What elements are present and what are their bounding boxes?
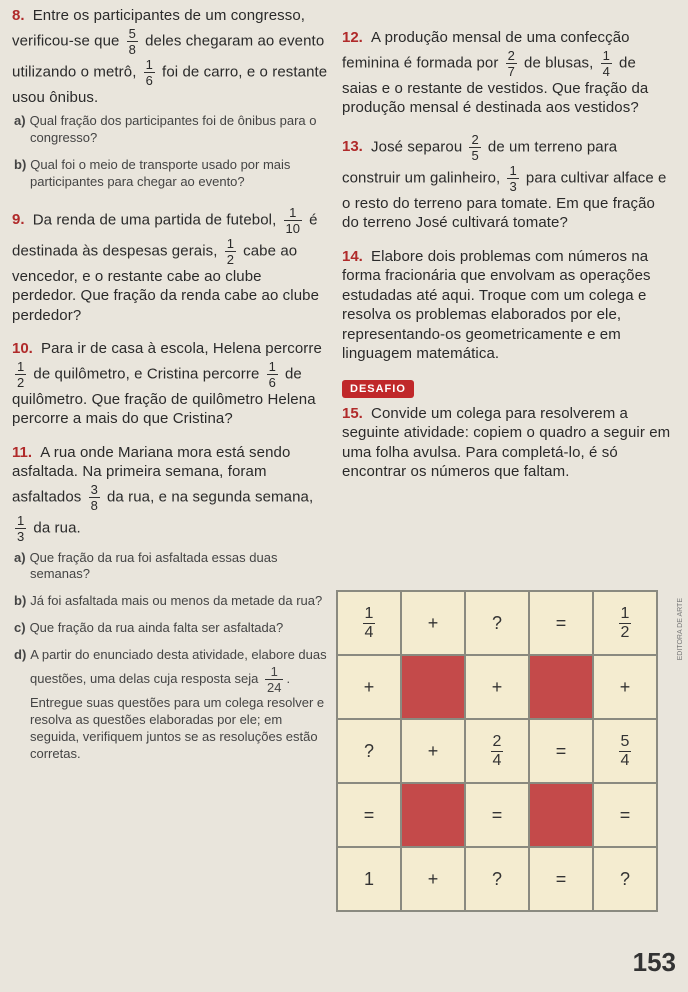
question-12: 12. A produção mensal de uma confecção feminina é formada por $\frac{2}{7}$ de blusas, $\frac{1}{4}$ de saias e o restante de vestidos. Que fração da produção mensal é destinada aos vestidos?	[342, 29, 649, 116]
grid-cell: =	[593, 783, 657, 847]
subquestion-b: b) Qual foi o meio de transporte usado por mais participantes para chegar ao evento?	[14, 156, 291, 189]
fraction: $\frac{1}{4}$	[602, 47, 610, 79]
subquestion-c: c) Que fração da rua ainda falta ser asfaltada?	[14, 620, 284, 636]
grid-cell: =	[529, 591, 593, 655]
question-number: 13.	[342, 137, 363, 155]
grid-cell-shaded	[529, 655, 593, 719]
grid-cell: ?	[465, 847, 529, 911]
question-number: 11.	[12, 443, 33, 461]
fraction: $\frac{1}{6}$	[268, 358, 276, 390]
fraction: $\frac{3}{8}$	[90, 481, 98, 513]
grid-cell: +	[401, 591, 465, 655]
fraction: $\frac{5}{8}$	[128, 25, 136, 57]
grid-cell: +	[401, 847, 465, 911]
grid-cell: =	[529, 847, 593, 911]
fraction: $\frac{1}{6}$	[145, 56, 153, 88]
spine-credit: EDITORA DE ARTE	[677, 598, 684, 661]
fraction: $\frac{1}{3}$	[509, 162, 517, 194]
grid-cell	[593, 591, 657, 655]
question-13: 13. José separou $\frac{2}{5}$ de um terreno para construir um galinheiro, $\frac{1}{3}$ para cultivar alface e o resto do terreno para tomate. Em que fração do terreno José cultivará tomate?	[342, 131, 667, 231]
grid-cell: +	[337, 655, 401, 719]
question-number: 10.	[12, 340, 33, 358]
grid-cell: +	[465, 655, 529, 719]
fraction: $\frac{1}{4}$	[364, 604, 374, 641]
grid-cell: 1	[337, 847, 401, 911]
question-number: 8.	[12, 7, 25, 24]
grid-cell: +	[593, 655, 657, 719]
question-14: 14. Elabore dois problemas com números na forma fracionária que envolvam as operações estudadas até aqui. Troque com um colega e resolva os problemas elaborados por ele, representando-os geometricamente e em linguagem matemática.	[342, 247, 651, 362]
grid-cell	[337, 591, 401, 655]
grid-cell: +	[401, 719, 465, 783]
page-number: 153	[632, 947, 676, 977]
grid-cell: ?	[465, 591, 529, 655]
fraction: $\frac{2}{5}$	[471, 131, 479, 163]
fraction: $\frac{2}{7}$	[507, 47, 515, 79]
grid-cell	[593, 719, 657, 783]
fraction: $\frac{1}{3}$	[17, 512, 25, 544]
grid-cell: =	[465, 783, 529, 847]
grid-cell-shaded	[529, 783, 593, 847]
grid-cell: ?	[593, 847, 657, 911]
fraction: $\frac{1}{2}$	[226, 235, 234, 267]
subquestion-a: a) Qual fração dos participantes foi de ônibus para o congresso?	[14, 113, 317, 145]
fraction: $\frac{1}{24}$	[266, 664, 282, 696]
subquestion-d: d) A partir do enunciado desta atividade, elabore duas questões, uma delas cuja resposta seja $\frac{1}{24}$ . Entregue suas questões para um colega resolver e resolva as questões elaboradas por ele; em seguida, verifiquem juntos se as resoluções estão corretas.	[14, 647, 327, 761]
grid-cell: ?	[337, 719, 401, 783]
question-11: 11. A rua onde Mariana mora está sendo asfaltada. Na primeira semana, foram asfaltados $\frac{3}{8}$ da rua, e na segunda semana, $\frac{1}{3}$ da rua. a) Que fração da rua foi asfaltada essas duas semanas? b) Já foi asfaltada mais ou menos da metade da rua? c) Que fração da rua ainda falta ser asfaltada? d) A partir do enunciado desta atividade, elabore duas questões, uma delas cuja resposta seja $\frac{1}{24}$ . Entregue suas questões para um colega resolver e resolva as questões elaboradas por ele; em seguida, verifiquem juntos se as resoluções estão corretas.	[12, 443, 330, 763]
grid-cell: =	[529, 719, 593, 783]
fraction: $\frac{1}{10}$	[285, 204, 300, 236]
fraction: $\frac{1}{2}$	[17, 358, 25, 390]
grid-cell-shaded	[401, 655, 465, 719]
fraction: $\frac{2}{4}$	[492, 732, 502, 769]
question-number: 15.	[342, 404, 363, 422]
question-8: 8. Entre os participantes de um congresso, verificou-se que $\frac{5}{8}$ deles chegaram ao evento utilizando o metrô, $\frac{1}{6}$ foi de carro, e o restante usou ônibus. a) Qual fração dos participantes foi de ônibus para o congresso? b) Qual foi o meio de transporte usado por mais participantes para chegar ao evento?	[12, 6, 330, 191]
question-number: 14.	[342, 247, 363, 265]
question-9: 9. Da renda de uma partida de futebol, $\frac{1}{10}$ é destinada às despesas gerais, $\frac{1}{2}$ cabe ao vencedor, e o restante cabe ao clube perdedor. Que fração da renda cabe ao clube perdedor?	[12, 204, 320, 324]
grid-cell-shaded	[401, 783, 465, 847]
subquestion-b: b) Já foi asfaltada mais ou menos da metade da rua?	[14, 593, 323, 609]
left-column	[12, 6, 330, 777]
question-10: 10. Para ir de casa à escola, Helena percorre $\frac{1}{2}$ de quilômetro, e Cristina percorre $\frac{1}{6}$ de quilômetro. Que fração de quilômetro Helena percorre a mais do que Cristina?	[12, 340, 322, 428]
question-number: 12.	[342, 29, 363, 46]
right-column	[342, 28, 672, 496]
question-number: 9.	[12, 211, 25, 229]
fraction: $\frac{5}{4}$	[620, 732, 630, 769]
grid-cell: =	[337, 783, 401, 847]
grid-cell	[465, 719, 529, 783]
desafio-badge: DESAFIO	[342, 380, 414, 398]
question-15: 15. Convide um colega para resolverem a seguinte atividade: copiem o quadro a seguir em uma folha avulsa. Para completá-lo, é só encontrar os números que faltam.	[342, 404, 671, 481]
subquestion-a: a) Que fração da rua foi asfaltada essas duas semanas?	[14, 549, 278, 582]
fraction-puzzle-grid	[336, 590, 658, 912]
fraction: $\frac{1}{2}$	[620, 604, 630, 641]
